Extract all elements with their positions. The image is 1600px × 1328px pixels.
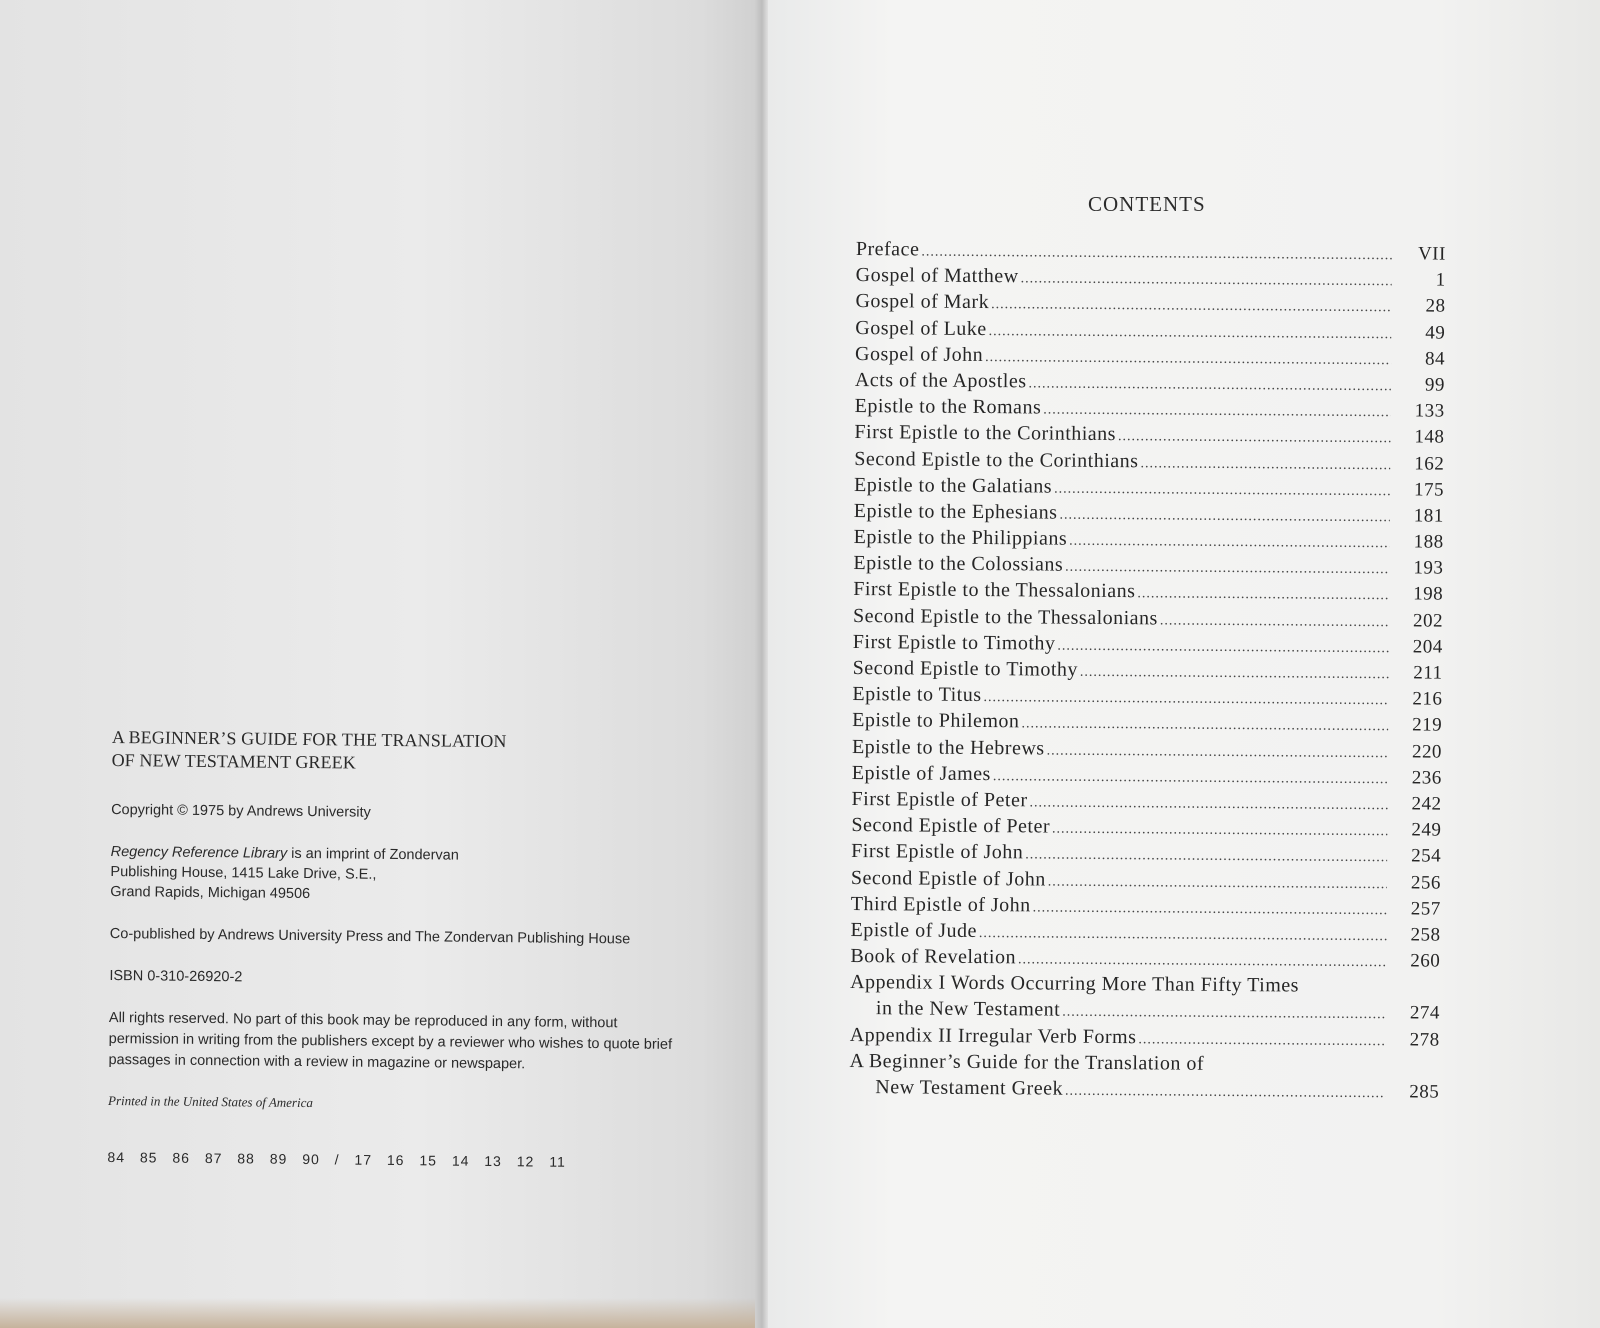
dot-leader [1138, 1032, 1385, 1050]
dot-leader [1057, 638, 1389, 657]
dot-leader [983, 690, 1388, 709]
dot-leader [991, 297, 1391, 316]
dot-leader [1025, 848, 1387, 867]
dot-leader [1065, 1084, 1385, 1103]
dot-leader [1140, 456, 1390, 474]
toc-entry-page: 162 [1414, 452, 1445, 475]
toc-entry-title: First Epistle to Timothy [852, 630, 1056, 655]
appendix-1-line-1: Appendix I Words Occurring More Than Fifty Times [850, 971, 1300, 997]
table-of-contents [849, 238, 1446, 1107]
toc-entry-page: 175 [1413, 479, 1445, 501]
toc-entry-title: Gospel of John [855, 342, 984, 366]
toc-entry-page: 242 [1411, 793, 1442, 815]
toc-entry-title: Second Epistle of John [850, 866, 1046, 891]
toc-entry-page: 133 [1414, 400, 1445, 422]
toc-entry-page: 219 [1412, 714, 1443, 736]
dot-leader [1047, 743, 1388, 762]
appendix-1-line-2: in the New Testament [875, 997, 1061, 1022]
toc-entry-page: 202 [1412, 610, 1444, 632]
contents-heading: CONTENTS [1088, 192, 1206, 216]
toc-entry-page: 181 [1413, 505, 1444, 527]
toc-entry-page: 254 [1411, 845, 1442, 867]
toc-entry-page: 188 [1413, 531, 1444, 553]
toc-entry-title: Epistle to Philemon [852, 709, 1020, 733]
dot-leader [1080, 665, 1389, 683]
toc-entry-title: Epistle to the Ephesians [853, 499, 1058, 524]
dot-leader [1048, 874, 1387, 893]
toc-entry-title: First Epistle of Peter [851, 787, 1028, 812]
dot-leader [1118, 429, 1391, 447]
printing-line: 84 85 86 87 88 89 90 / 17 16 15 14 13 12 11 [107, 1148, 566, 1170]
toc-entry-title: Epistle to the Hebrews [851, 735, 1045, 760]
appendix-1-page: 274 [1409, 1002, 1441, 1025]
toc-entry-title: Second Epistle to Timothy [852, 656, 1079, 681]
toc-entry-title: Second Epistle of Peter [851, 814, 1051, 838]
toc-entry-title: Preface [855, 238, 920, 261]
dot-leader [1137, 587, 1389, 605]
dot-leader [1028, 376, 1390, 395]
toc-entry-page: 216 [1412, 688, 1443, 710]
dot-leader [1059, 507, 1389, 526]
copyright-line: Copyright © 1975 by Andrews University [111, 801, 371, 821]
appendix-2-title: Appendix II Irregular Verb Forms [849, 1023, 1137, 1048]
rights-statement: All rights reserved. No part of this book may be reproduced in any form, without permission in writing from the publishers except by a reviewer who wishes to quote brief passages in connection with a review in magazine or newspaper. [108, 1009, 673, 1073]
toc-entry-page: 249 [1411, 819, 1442, 841]
toc-entry-title: First Epistle to the Thessalonians [853, 578, 1136, 603]
copublished-line: Co-published by Andrews University Press and The Zondervan Publishing House [109, 925, 631, 948]
printed-in: Printed in the United States of America [107, 1092, 313, 1111]
book-gutter [755, 0, 769, 1328]
toc-entry-title: Epistle of James [851, 761, 991, 785]
dot-leader [979, 926, 1387, 945]
imprint-line-3: Grand Rapids, Michigan 49506 [110, 883, 311, 903]
toc-entry-title: Epistle to Titus [852, 683, 982, 707]
guide-line-1: A Beginner’s Guide for the Translation of [849, 1049, 1205, 1075]
page-edge [0, 1298, 762, 1328]
toc-entry-title: Third Epistle of John [850, 892, 1031, 917]
toc-entry-page: VII [1417, 243, 1446, 265]
toc-entry-title: Acts of the Apostles [854, 368, 1027, 393]
toc-entry-title: Gospel of Mark [855, 290, 990, 314]
toc-entry-page: 49 [1425, 322, 1446, 344]
toc-entry-title: Second Epistle to the Corinthians [854, 447, 1139, 472]
toc-entry-page: 198 [1413, 583, 1444, 606]
toc-entry-page: 28 [1425, 295, 1446, 318]
toc-entry-page: 148 [1414, 426, 1445, 448]
dot-leader [1033, 900, 1387, 919]
imprint-line-2: Publishing House, 1415 Lake Drive, S.E., [110, 863, 377, 883]
isbn: ISBN 0-310-26920-2 [109, 967, 243, 986]
imprint-name: Regency Reference Library [110, 843, 288, 862]
toc-entry-page: 204 [1412, 636, 1443, 658]
toc-entries [850, 238, 1446, 976]
left-page [0, 0, 762, 1328]
dot-leader [1029, 795, 1387, 814]
toc-entry-page: 84 [1424, 348, 1446, 370]
toc-entry-page: 236 [1411, 767, 1442, 789]
toc-entry-title: Gospel of Matthew [855, 264, 1019, 288]
copyright-imprint [107, 726, 692, 1185]
toc-entry-page: 257 [1410, 898, 1441, 920]
toc-entry-page: 1 [1435, 269, 1446, 291]
guide-line-2: New Testament Greek [875, 1076, 1064, 1100]
toc-entry-title: Gospel of Luke [855, 316, 987, 340]
toc-entry-page: 260 [1410, 950, 1441, 972]
imprint-text: is an imprint of Zondervan [287, 845, 459, 864]
guide-entry [849, 1076, 1439, 1107]
appendix-2-page: 278 [1409, 1028, 1440, 1051]
toc-entry-page: 193 [1413, 557, 1444, 579]
dot-leader [1069, 534, 1390, 553]
toc-entry-title: First Epistle to the Corinthians [854, 421, 1117, 446]
toc-entry-title: Epistle to the Galatians [853, 473, 1053, 498]
toc-entry-page: 99 [1424, 374, 1445, 396]
publisher-imprint [110, 842, 691, 908]
toc-entry-title: First Epistle of John [851, 840, 1024, 864]
toc-entry-title: Epistle of Jude [850, 918, 978, 942]
book-title: A BEGINNER’S GUIDE FOR THE TRANSLATION OF NEW TESTAMENT GREEK [111, 726, 507, 773]
toc-entry-title: Second Epistle to the Thessalonians [852, 604, 1158, 630]
toc-entry-page: 258 [1410, 924, 1441, 946]
toc-entry-title: Book of Revelation [850, 945, 1017, 969]
dot-leader [921, 245, 1392, 265]
dot-leader [1160, 613, 1389, 631]
dot-leader [1065, 560, 1389, 579]
dot-leader [1021, 717, 1388, 736]
toc-entry-page: 220 [1411, 740, 1443, 763]
toc-entry-title: Epistle to the Philippians [853, 526, 1068, 550]
dot-leader [1062, 1005, 1386, 1024]
toc-entry-title: Epistle to the Colossians [853, 552, 1064, 576]
dot-leader [989, 324, 1392, 343]
dot-leader [1021, 271, 1392, 290]
toc-entry-title: Epistle to the Romans [854, 395, 1042, 419]
dot-leader [993, 769, 1388, 788]
dot-leader [985, 350, 1391, 369]
toc-entry-page: 211 [1413, 662, 1443, 684]
guide-page: 285 [1409, 1081, 1440, 1103]
dot-leader [1018, 952, 1386, 971]
dot-leader [1052, 822, 1387, 841]
dot-leader [1054, 481, 1390, 500]
toc-entry-page: 256 [1410, 871, 1442, 894]
dot-leader [1043, 403, 1391, 422]
